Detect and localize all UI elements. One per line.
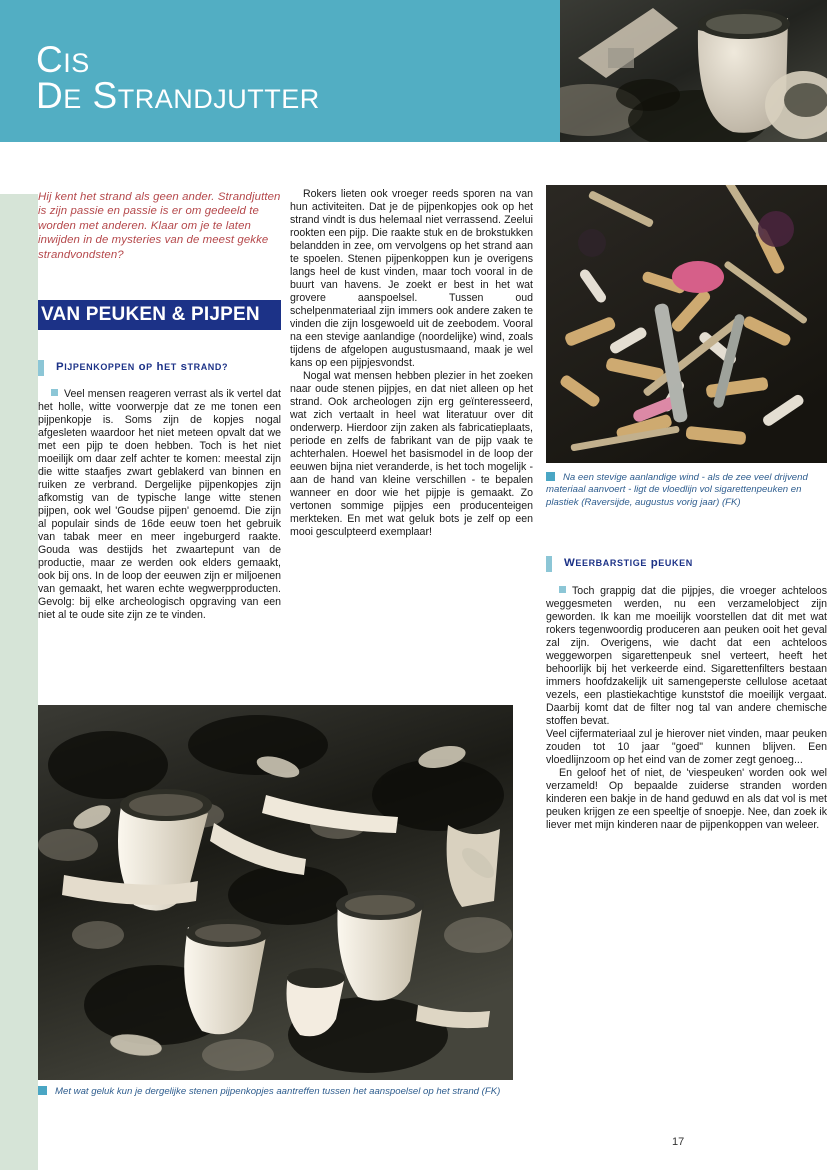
photo-stone-pipes-image: [38, 705, 513, 1080]
lead-paragraph-text: Hij kent het strand als geen ander. Strandjutten is zijn passie en passie is er om gedeeld te worden met anderen. Klaar om je te laten inwijden in de mysteries van de meest gekke strandvondsten?: [38, 191, 281, 261]
photo-cigarette-butts: [546, 185, 827, 463]
page-number: 17: [672, 1136, 685, 1148]
subheading-pijpenkoppen: PIJPENKOPPEN oP hET sTRAND?: [56, 361, 229, 373]
caption-stone-pipes: [38, 1086, 538, 1098]
left-margin-band: [0, 194, 38, 1170]
paragraph-square-icon: [559, 586, 566, 593]
page-title-line2: DE STRANDJUTTER: [36, 75, 320, 117]
paragraph-text: Veel mensen reageren verrast als ik vertel dat het holle, witte voorwerpje dat ze me tonen een pijpenkopje is. Soms zijn de kopjes nogal afgesleten waardoor het niet meteen opvalt dat we met een pijp te doen hebben. Toch is het niet moeilijk om daar zelf achter te komen: meestal zijn die witte staafjes zwart geblakerd van binnen en ruiken ze verbrand. Dergelijke pijpenkopjes zijn afkomstig van de typische lange witte stenen pijpen, ook wel 'Goudse pijpen' genoemd. Die zijn al populair sinds de 16de eeuw toen het gebruik van tabak meer en meer ingeburgerd raakte. Gouda was destijds het zwaartepunt van de productie, maar ze werden ook elders gemaakt, ook bij ons. In de loop der eeuwen zijn er miljoenen van gemaakt, het waren echte wegwerpproducten. Gevolg: bij elke archeologisch opgraving van een niet al te oude site zijn ze te vinden.: [38, 388, 281, 621]
photo-cigarette-butts-image: [546, 185, 827, 463]
section-banner-label: VAN PEUKEN & PIJPEN: [41, 304, 260, 325]
paragraph-square-icon: [51, 389, 58, 396]
paragraph-text: Toch grappig dat die pijpjes, die vroeger achteloos weggesmeten werden, nu een verzamelobject zijn geworden. Ik kan me moeilijk voorstellen dat dit met wat rokers tegenwoordig produceren aan peuken ooit het geval zal zijn. Overigens, wie dacht dat een achteloos weggeworpen sigarettenpeuk snel verteert, heeft het behoorlijk bij het verkeerde eind. Sigarettenfilters bestaan immers hoofdzakelijk uit samengeperste cellulose acetaat vezels, een plastiekachtige kunststof die moeilijk vergaat. Daarbij komt dat de filter nog tal van andere chemische stoffen bevat.: [546, 585, 827, 727]
subheading-tick-weerbarstige: [546, 556, 552, 572]
caption-square-icon: [546, 472, 555, 481]
paragraph: [546, 585, 827, 728]
subheading-weerbarstige: WEERBARSTIGE pEUKEN: [564, 557, 693, 569]
page-title-line1: CIS: [36, 39, 90, 80]
caption-stone-pipes-text: Met wat geluk kun je dergelijke stenen pijpenkopjes aantreffen tussen het aanspoelsel op het strand (FK): [55, 1086, 501, 1097]
paragraph: [38, 388, 281, 622]
lead-paragraph: [38, 190, 281, 262]
paragraph: Rokers lieten ook vroeger reeds sporen na van hun activiteiten. Dat je de pijpenkopjes ook op het strand vindt is dus helemaal niet verrassend. Zeelui rookten een pijp. Die raakte stuk en de brokstukken belandden in zee, om vervolgens op het strand aan te spoelen. Stenen pijpenkoppen kun je overigens langs heel de kust vinden, maar toch vooral in de buurt van havens. Je zoekt er best in het wat grovere aanspoelsel. Tussen oud schelpenmateriaal zijn immers ook andere zaken te vinden die zijn losgewoeld uit de zeebodem. Vooral na een stevige aanlandige (noordelijke) wind, zoals tijdens de afgelopen augustusmaand, maak je wel kans op een pijpjesvondst.: [290, 188, 533, 369]
paragraph: Nogal wat mensen hebben plezier in het zoeken naar oude stenen pijpjes, en dat niet alleen op het strand. Ook archeologen zijn erg geïnteresseerd, wat zich vertaalt in heel wat literatuur over dit onderwerp. Hierdoor zijn zaken als fabricatieplaats, periode en zelfs de fabrikant van de pijp vaak te achterhalen. Hoewel het basismodel in de loop der eeuwen bijna niet veranderde, is het toch mogelijk - aan de hand van kleine verschillen - te bepalen wanneer en door wie het pijpje is gemaakt. Zo vertonen sommige pijpjes een producenteigen merkteken. En met wat geluk bots je zelf op een mooi gesculpteerd exemplaar!: [290, 370, 533, 538]
column-three-body: [546, 585, 827, 832]
caption-square-icon: [38, 1086, 47, 1095]
column-two-body: [290, 188, 533, 539]
photo-stone-pipes: [38, 705, 513, 1080]
section-banner: [38, 300, 281, 330]
caption-cigarette-butts-text: Na een stevige aanlandige wind - als de zee veel drijvend materiaal aanvoert - ligt de vloedlijn vol sigarettenpeuken en plastiek (Raversijde, augustus vorig jaar) (FK): [546, 472, 808, 508]
subheading-tick-pijpenkoppen: [38, 360, 44, 376]
photo-clay-pipe-bowl: [548, 0, 827, 142]
paragraph: En geloof het of niet, de 'viespeuken' worden ook wel verzameld! Op bepaalde zuiderse stranden worden kinderen een bakje in de hand geduwd en als dat vol is met peuken krijgen ze een speeltje of snoepje. Nee, dan zoek ik liever met mijn kinderen naar de pijpenkoppen van weleer.: [546, 767, 827, 831]
caption-cigarette-butts: [546, 472, 827, 509]
photo-clay-pipe-bowl-image: [548, 0, 827, 142]
page-title: [36, 39, 320, 117]
paragraph: Veel cijfermateriaal zul je hierover niet vinden, maar peuken zouden tot 10 jaar "goed" kunnen blijven. Een vloedlijnzoom op het eind van de zomer zegt genoeg...: [546, 728, 827, 766]
column-one-body: [38, 388, 281, 622]
